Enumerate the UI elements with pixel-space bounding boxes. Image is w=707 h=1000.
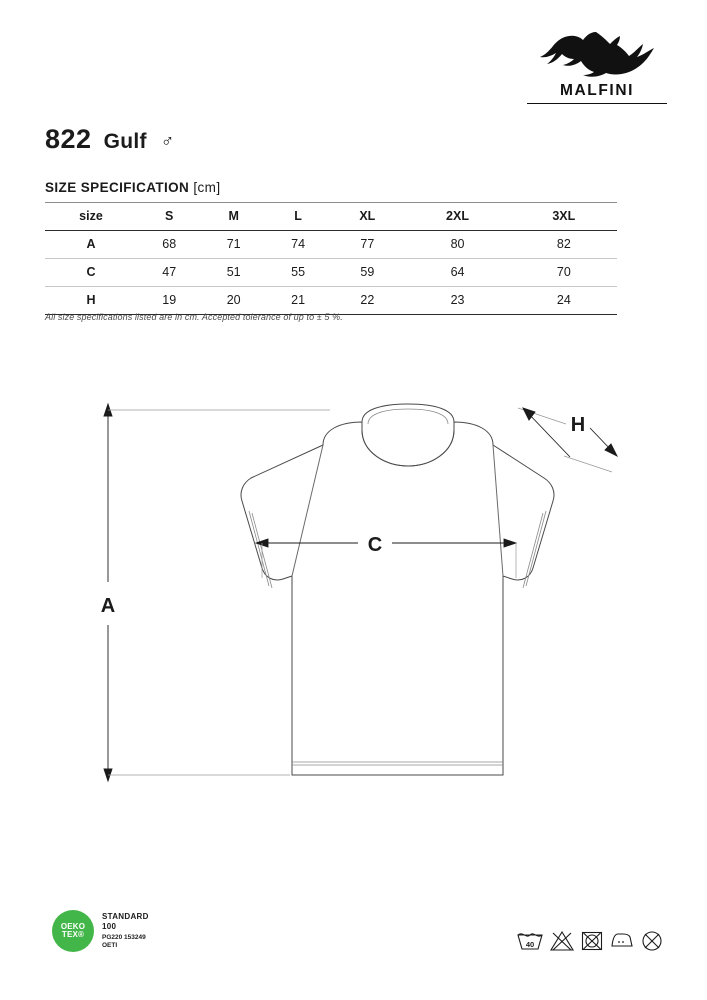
tolerance-note: All size specifications listed are in cm. Accepted tolerance of up to ± 5 %. bbox=[45, 312, 343, 322]
spec-heading-unit: [cm] bbox=[193, 180, 221, 195]
cell-h-l: 21 bbox=[291, 293, 306, 307]
cell-a-xl: 77 bbox=[360, 237, 375, 251]
oeko-standard-line2: 100 bbox=[102, 921, 117, 931]
spec-heading-label: SIZE SPECIFICATION bbox=[45, 180, 190, 195]
table-col-header-m: M bbox=[228, 209, 239, 223]
iron-medium-icon bbox=[610, 930, 634, 952]
size-specification-table bbox=[45, 202, 617, 315]
oeko-cert-number: PG220 153249 bbox=[102, 933, 146, 941]
dimension-label-a: A bbox=[100, 595, 116, 617]
table-row bbox=[45, 287, 617, 315]
product-name: Gulf bbox=[103, 130, 147, 153]
oeko-tex-certification bbox=[52, 910, 149, 952]
table-col-header-xl: XL bbox=[359, 209, 376, 223]
dimension-c bbox=[256, 534, 516, 578]
table-col-header-3xl: 3XL bbox=[552, 209, 576, 223]
brand-rule bbox=[527, 103, 667, 104]
cell-h-3xl: 24 bbox=[556, 293, 571, 307]
cell-a-2xl: 80 bbox=[450, 237, 465, 251]
eagle-icon bbox=[538, 28, 656, 80]
cell-a-l: 74 bbox=[291, 237, 306, 251]
brand-name: MALFINI bbox=[559, 82, 635, 99]
cell-c-xl: 59 bbox=[360, 265, 375, 279]
product-code: 822 bbox=[45, 124, 92, 154]
cell-c-s: 47 bbox=[162, 265, 177, 279]
cell-h-s: 19 bbox=[162, 293, 177, 307]
page-title bbox=[45, 124, 174, 155]
table-col-header-2xl: 2XL bbox=[446, 209, 469, 223]
table-corner-label: size bbox=[79, 209, 103, 223]
do-not-dry-clean-icon bbox=[641, 930, 663, 952]
gender-symbol: ♂ bbox=[160, 131, 175, 151]
table-row-label-a: A bbox=[86, 237, 96, 251]
do-not-bleach-icon bbox=[550, 930, 574, 952]
table-row bbox=[45, 259, 617, 287]
table-col-header-s: S bbox=[165, 209, 174, 223]
table-col-header-l: L bbox=[294, 209, 302, 223]
cell-a-m: 71 bbox=[226, 237, 241, 251]
cell-c-m: 51 bbox=[226, 265, 241, 279]
garment-drawing bbox=[40, 400, 670, 840]
table-header bbox=[45, 203, 617, 231]
cell-h-2xl: 23 bbox=[450, 293, 465, 307]
cell-c-3xl: 70 bbox=[556, 265, 571, 279]
oeko-cert-institute: OETI bbox=[102, 942, 118, 949]
oeko-tex-badge-icon bbox=[52, 910, 94, 952]
dimension-label-c: C bbox=[367, 534, 383, 556]
oeko-standard-line1: STANDARD bbox=[102, 911, 149, 921]
brand-logo bbox=[527, 28, 667, 104]
dimension-a bbox=[101, 404, 330, 781]
cell-a-s: 68 bbox=[162, 237, 177, 251]
cell-h-m: 20 bbox=[226, 293, 241, 307]
table-row bbox=[45, 231, 617, 259]
cell-a-3xl: 82 bbox=[556, 237, 571, 251]
oeko-badge-line2: TEX® bbox=[61, 930, 85, 939]
care-symbols bbox=[517, 930, 663, 952]
cell-c-2xl: 64 bbox=[450, 265, 465, 279]
do-not-tumble-dry-icon bbox=[581, 930, 603, 952]
table-row-label-c: C bbox=[86, 265, 96, 279]
tshirt-technical-drawing bbox=[40, 400, 670, 840]
table-body bbox=[45, 231, 617, 315]
table-row-label-h: H bbox=[86, 293, 96, 307]
wash-temperature-label: 40 bbox=[525, 940, 535, 949]
oeko-tex-text bbox=[102, 912, 149, 950]
wash-40-icon bbox=[517, 930, 543, 952]
cell-c-l: 55 bbox=[291, 265, 306, 279]
cell-h-xl: 22 bbox=[360, 293, 375, 307]
dimension-label-h: H bbox=[570, 414, 586, 436]
dimension-h bbox=[518, 408, 617, 472]
spec-heading bbox=[45, 180, 220, 195]
table-header-row bbox=[45, 203, 617, 231]
oeko-badge-line1: OEKO bbox=[60, 921, 86, 931]
size-table-wrapper bbox=[45, 202, 617, 315]
